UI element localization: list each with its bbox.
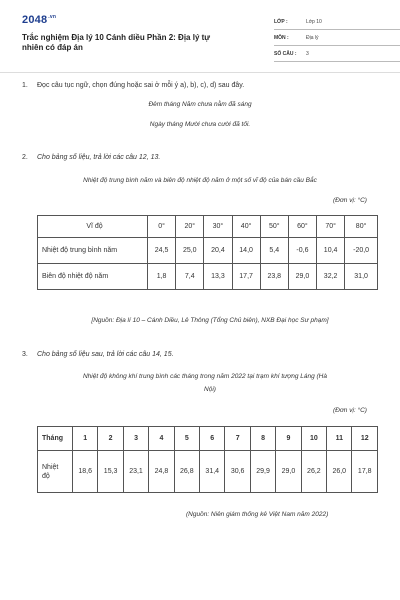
logo-text: 2048 [22, 14, 48, 26]
question-number: 3. [22, 351, 28, 358]
proverb-line-1: Đêm tháng Năm chưa nằm đã sáng [148, 101, 252, 108]
table-title: Nhiệt độ trung bình năm và biên độ nhiệt độ năm ở một số vĩ độ của bán cầu Bắc [83, 177, 317, 184]
meta-value: Lớp 10 [306, 19, 322, 25]
header-cell: 80° [345, 216, 378, 238]
header-cell: 0° [148, 216, 176, 238]
table-cell: 26,0 [327, 451, 352, 493]
table-cell: 26,2 [301, 451, 326, 493]
table-cell: 24,5 [148, 238, 176, 264]
unit-label: (Đơn vị: °C) [333, 407, 367, 414]
meta-row-class [274, 16, 400, 30]
page-title: Trắc nghiệm Địa lý 10 Cánh diều Phần 2: Địa lý tự nhiên có đáp án [22, 33, 211, 52]
meta-value: Địa lý [306, 35, 319, 41]
header-cell: 7 [225, 427, 250, 451]
header-cell: 1 [73, 427, 98, 451]
table-title-line-2: Nội) [204, 386, 216, 393]
header-cell: 11 [327, 427, 352, 451]
header-cell: 6 [200, 427, 225, 451]
header-cell: 2 [98, 427, 123, 451]
site-logo[interactable] [22, 14, 56, 26]
monthly-temp-table [37, 426, 378, 493]
meta-row-count [274, 48, 400, 62]
header-cell: 40° [232, 216, 260, 238]
header-cell: Tháng [38, 427, 73, 451]
table-cell: 13,3 [204, 264, 232, 290]
table-cell: 17,7 [232, 264, 260, 290]
table-cell: 23,8 [260, 264, 288, 290]
table-cell: 10,4 [317, 238, 345, 264]
row-label: Nhiệt độ trung bình năm [38, 238, 148, 264]
header-cell: 9 [276, 427, 301, 451]
table-cell: 20,4 [204, 238, 232, 264]
meta-key: SỐ CÂU : [274, 51, 297, 57]
row-label: Biên độ nhiệt độ năm [38, 264, 148, 290]
proverb-line-2: Ngày tháng Mười chưa cười đã tối. [149, 121, 251, 128]
table-cell: 23,1 [123, 451, 148, 493]
table-cell: -20,0 [345, 238, 378, 264]
row-label-line-1: Nhiệt [42, 463, 59, 471]
question-text: Cho bảng số liệu sau, trả lời các câu 14, 15. [37, 351, 174, 358]
page-header [22, 14, 382, 64]
question-number: 1. [22, 82, 28, 89]
table-cell: 29,0 [288, 264, 316, 290]
logo-tld: .vn [48, 14, 57, 20]
table-source: [Nguồn: Địa lí 10 – Cánh Diều, Lê Thông (Tổng Chủ biên), NXB Đại học Sư phạm] [91, 317, 329, 324]
table-cell: 30,6 [225, 451, 250, 493]
header-cell: 50° [260, 216, 288, 238]
table-cell: 25,0 [176, 238, 204, 264]
row-label-line-2: độ [42, 472, 50, 480]
header-cell: Vĩ độ [38, 216, 148, 238]
header-cell: 4 [149, 427, 174, 451]
table-source: (Nguồn: Niên giám thống kê Việt Nam năm 2022) [186, 511, 329, 518]
question-number: 2. [22, 154, 28, 161]
header-divider [0, 72, 400, 73]
meta-value: 3 [306, 51, 309, 57]
meta-key: LỚP : [274, 19, 288, 25]
table-cell: 17,8 [352, 451, 378, 493]
question-text: Cho bảng số liệu, trả lời các câu 12, 13. [37, 154, 161, 161]
meta-key: MÔN : [274, 35, 289, 41]
table-cell: -0,6 [288, 238, 316, 264]
table-cell: 29,0 [276, 451, 301, 493]
header-cell: 10 [301, 427, 326, 451]
table-header-row [38, 216, 378, 238]
header-cell: 20° [176, 216, 204, 238]
table-title-line-1: Nhiệt độ không khí trung bình các tháng trong năm 2022 tại trạm khí tượng Láng (Hà [82, 373, 327, 380]
meta-row-subject [274, 32, 400, 46]
table-cell: 32,2 [317, 264, 345, 290]
table-cell: 1,8 [148, 264, 176, 290]
header-cell: 60° [288, 216, 316, 238]
table-row [38, 264, 378, 290]
question-text: Đọc câu tục ngữ, chọn đúng hoặc sai ở mỗi ý a), b), c), d) sau đây. [37, 82, 245, 89]
table-cell: 31,4 [200, 451, 225, 493]
table-row [38, 451, 378, 493]
table-cell: 29,9 [250, 451, 275, 493]
meta-info [274, 16, 400, 64]
table-cell: 31,0 [345, 264, 378, 290]
header-cell: 70° [317, 216, 345, 238]
unit-label: (Đơn vị: °C) [333, 197, 367, 204]
table-cell: 5,4 [260, 238, 288, 264]
table-cell: 7,4 [176, 264, 204, 290]
table-cell: 15,3 [98, 451, 123, 493]
header-cell: 30° [204, 216, 232, 238]
header-cell: 5 [174, 427, 199, 451]
table-cell: 18,6 [73, 451, 98, 493]
table-row [38, 238, 378, 264]
table-cell: 24,8 [149, 451, 174, 493]
header-cell: 3 [123, 427, 148, 451]
table-cell: 14,0 [232, 238, 260, 264]
table-cell: 26,8 [174, 451, 199, 493]
header-cell: 8 [250, 427, 275, 451]
header-cell: 12 [352, 427, 378, 451]
row-label [38, 451, 73, 493]
latitude-table [37, 215, 378, 290]
table-header-row [38, 427, 378, 451]
